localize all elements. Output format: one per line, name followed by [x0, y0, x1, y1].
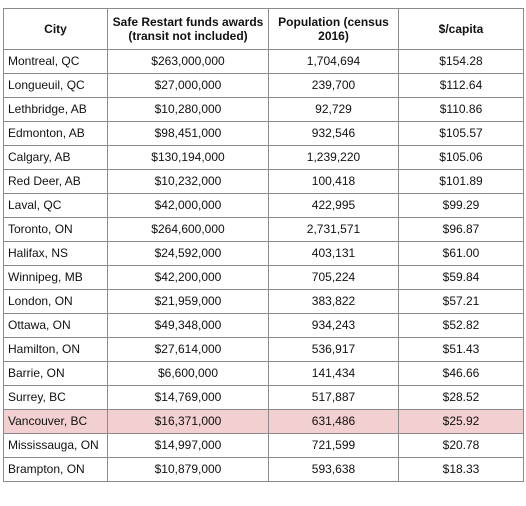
header-city: City — [4, 9, 108, 50]
cell-city: Laval, QC — [4, 194, 108, 218]
table-row — [4, 362, 524, 386]
cell-city: Barrie, ON — [4, 362, 108, 386]
cell-population: 536,917 — [269, 338, 399, 362]
cell-city: Winnipeg, MB — [4, 266, 108, 290]
cell-funds: $42,000,000 — [108, 194, 269, 218]
cell-population: 2,731,571 — [269, 218, 399, 242]
header-per-capita: $/capita — [399, 9, 524, 50]
header-funds: Safe Restart funds awards (transit not included) — [108, 9, 269, 50]
cell-population: 92,729 — [269, 98, 399, 122]
cell-funds: $24,592,000 — [108, 242, 269, 266]
cell-city: Calgary, AB — [4, 146, 108, 170]
cell-per-capita: $96.87 — [399, 218, 524, 242]
table-row — [4, 290, 524, 314]
cell-per-capita: $110.86 — [399, 98, 524, 122]
cell-funds: $10,879,000 — [108, 458, 269, 482]
cell-per-capita: $61.00 — [399, 242, 524, 266]
table-row — [4, 218, 524, 242]
cell-population: 383,822 — [269, 290, 399, 314]
cell-per-capita: $112.64 — [399, 74, 524, 98]
table-row — [4, 434, 524, 458]
cell-funds: $42,200,000 — [108, 266, 269, 290]
cell-population: 932,546 — [269, 122, 399, 146]
cell-population: 141,434 — [269, 362, 399, 386]
cell-per-capita: $154.28 — [399, 50, 524, 74]
header-population: Population (census 2016) — [269, 9, 399, 50]
header-row — [4, 9, 524, 50]
cell-per-capita: $52.82 — [399, 314, 524, 338]
cell-city: Vancouver, BC — [4, 410, 108, 434]
cell-per-capita: $51.43 — [399, 338, 524, 362]
table-row — [4, 458, 524, 482]
cell-city: Longueuil, QC — [4, 74, 108, 98]
table-row — [4, 386, 524, 410]
cell-city: Surrey, BC — [4, 386, 108, 410]
cell-funds: $263,000,000 — [108, 50, 269, 74]
table-row — [4, 338, 524, 362]
cell-funds: $21,959,000 — [108, 290, 269, 314]
table-row — [4, 122, 524, 146]
cell-population: 631,486 — [269, 410, 399, 434]
cell-funds: $14,997,000 — [108, 434, 269, 458]
cell-city: Brampton, ON — [4, 458, 108, 482]
table-row — [4, 74, 524, 98]
cell-city: London, ON — [4, 290, 108, 314]
cell-per-capita: $25.92 — [399, 410, 524, 434]
cell-funds: $10,232,000 — [108, 170, 269, 194]
cell-funds: $27,614,000 — [108, 338, 269, 362]
cell-city: Toronto, ON — [4, 218, 108, 242]
table-row — [4, 242, 524, 266]
cell-per-capita: $28.52 — [399, 386, 524, 410]
cell-funds: $16,371,000 — [108, 410, 269, 434]
table-row — [4, 170, 524, 194]
cell-city: Montreal, QC — [4, 50, 108, 74]
table-row — [4, 146, 524, 170]
cell-population: 1,239,220 — [269, 146, 399, 170]
cell-population: 934,243 — [269, 314, 399, 338]
cell-population: 593,638 — [269, 458, 399, 482]
cell-population: 705,224 — [269, 266, 399, 290]
cell-funds: $10,280,000 — [108, 98, 269, 122]
cell-per-capita: $105.57 — [399, 122, 524, 146]
cell-city: Lethbridge, AB — [4, 98, 108, 122]
cell-per-capita: $59.84 — [399, 266, 524, 290]
table-body — [4, 50, 524, 482]
cell-funds: $6,600,000 — [108, 362, 269, 386]
cell-funds: $27,000,000 — [108, 74, 269, 98]
cell-city: Hamilton, ON — [4, 338, 108, 362]
cell-per-capita: $57.21 — [399, 290, 524, 314]
cell-per-capita: $101.89 — [399, 170, 524, 194]
cell-population: 1,704,694 — [269, 50, 399, 74]
table-row-highlighted — [4, 410, 524, 434]
cell-population: 517,887 — [269, 386, 399, 410]
cell-funds: $14,769,000 — [108, 386, 269, 410]
cell-population: 403,131 — [269, 242, 399, 266]
table-row — [4, 98, 524, 122]
table-row — [4, 266, 524, 290]
cell-city: Halifax, NS — [4, 242, 108, 266]
cell-per-capita: $20.78 — [399, 434, 524, 458]
cell-per-capita: $18.33 — [399, 458, 524, 482]
cell-city: Mississauga, ON — [4, 434, 108, 458]
cell-funds: $49,348,000 — [108, 314, 269, 338]
cell-population: 100,418 — [269, 170, 399, 194]
table-row — [4, 194, 524, 218]
cell-population: 721,599 — [269, 434, 399, 458]
funding-table — [3, 8, 524, 482]
cell-population: 239,700 — [269, 74, 399, 98]
cell-city: Ottawa, ON — [4, 314, 108, 338]
cell-per-capita: $105.06 — [399, 146, 524, 170]
table-row — [4, 50, 524, 74]
cell-funds: $130,194,000 — [108, 146, 269, 170]
table-row — [4, 314, 524, 338]
cell-population: 422,995 — [269, 194, 399, 218]
cell-per-capita: $46.66 — [399, 362, 524, 386]
cell-per-capita: $99.29 — [399, 194, 524, 218]
cell-city: Edmonton, AB — [4, 122, 108, 146]
cell-funds: $98,451,000 — [108, 122, 269, 146]
table-container — [3, 8, 524, 482]
cell-funds: $264,600,000 — [108, 218, 269, 242]
cell-city: Red Deer, AB — [4, 170, 108, 194]
